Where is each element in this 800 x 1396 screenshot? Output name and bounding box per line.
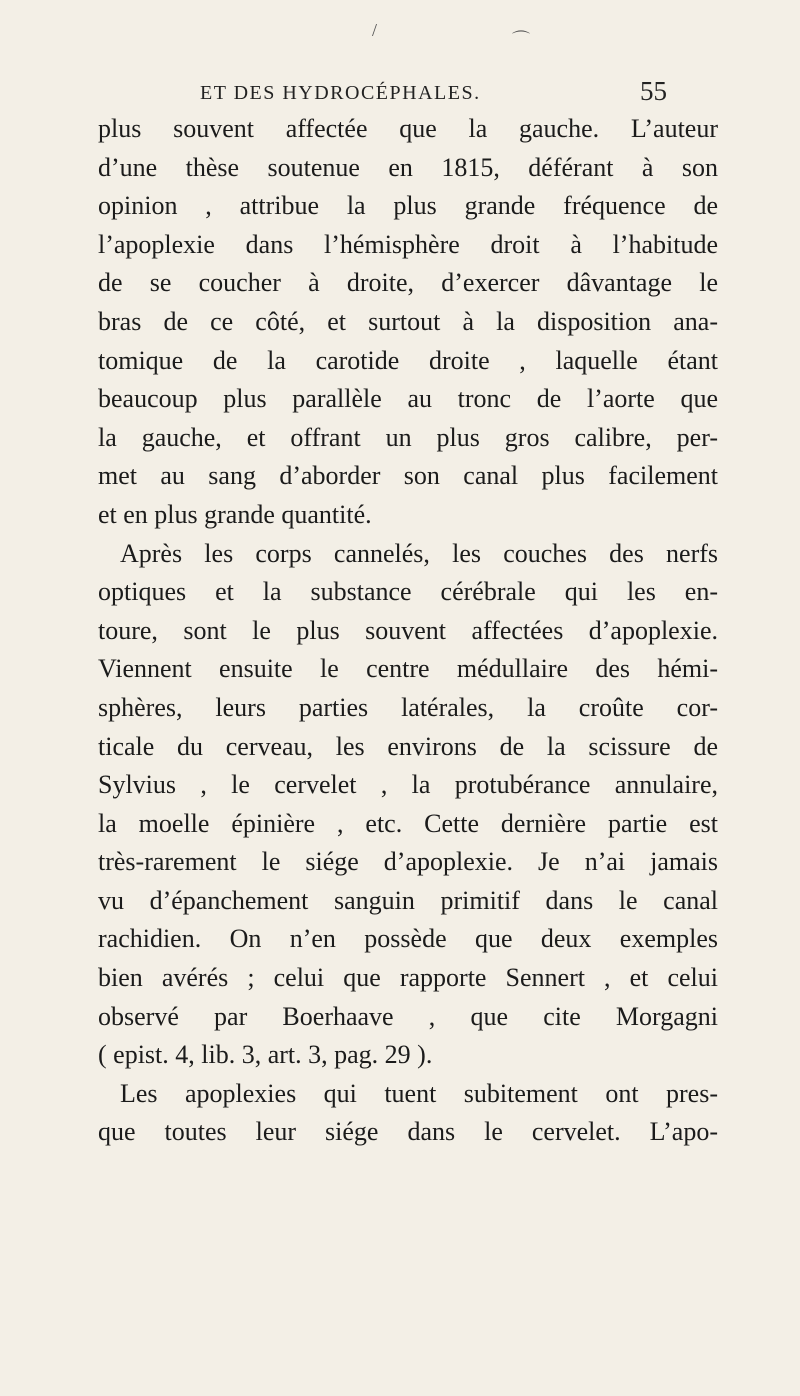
running-title: ET DES HYDROCÉPHALES. [200,82,481,104]
text-line: vu d’épanchement sanguin primitif dans le canal [98,885,718,915]
text-line: tomique de la carotide droite , laquelle étant [98,345,718,375]
text-line: plus souvent affectée que la gauche. L’auteur [98,114,718,143]
text-line: Après les corps cannelés, les couches des nerfs [120,538,718,568]
text-line: toure, sont le plus souvent affectées d’apoplexie. [98,615,718,645]
text-line: sphères, leurs parties latérales, la croûte cor- [98,692,718,722]
text-line: ( epist. 4, lib. 3, art. 3, pag. 29 ). [98,1040,433,1070]
text-line: Sylvius , le cervelet , la protubérance annulaire, [98,770,718,800]
text-line: d’une thèse soutenue en 1815, déférant à son [98,152,718,182]
text-line: beaucoup plus parallèle au tronc de l’aorte que [98,384,718,414]
text-line: et en plus grande quantité. [98,499,372,529]
text-line: de se coucher à droite, d’exercer dâvantage le [98,268,718,298]
body-text [98,110,718,1152]
text-line: ticale du cerveau, les environs de la scissure de [98,731,718,761]
text-line: Viennent ensuite le centre médullaire des hémi- [98,654,718,684]
text-line: bien avérés ; celui que rapporte Sennert , et celui [98,963,718,993]
stray-ink-mark: / [372,20,378,40]
text-line: met au sang d’aborder son canal plus facilement [98,461,718,491]
text-line: opinion , attribue la plus grande fréquence de [98,191,718,221]
text-line: la gauche, et offrant un plus gros calibre, per- [98,422,718,452]
text-line: que toutes leur siége dans le cervelet. L’apo- [98,1117,718,1147]
stray-ink-mark: ⌒ [512,30,530,50]
page-number: 55 [640,76,667,106]
text-line: l’apoplexie dans l’hémisphère droit à l’habitude [98,229,718,259]
text-line: la moelle épinière , etc. Cette dernière partie est [98,808,718,838]
text-line: observé par Boerhaave , que cite Morgagni [98,1001,718,1031]
text-line: très-rarement le siége d’apoplexie. Je n’ai jamais [98,847,718,877]
text-line: bras de ce côté, et surtout à la disposition ana- [98,306,718,336]
text-line: optiques et la substance cérébrale qui les en- [98,577,718,607]
text-line: Les apoplexies qui tuent subitement ont pres- [120,1078,718,1108]
text-line: rachidien. On n’en possède que deux exemples [98,924,718,954]
